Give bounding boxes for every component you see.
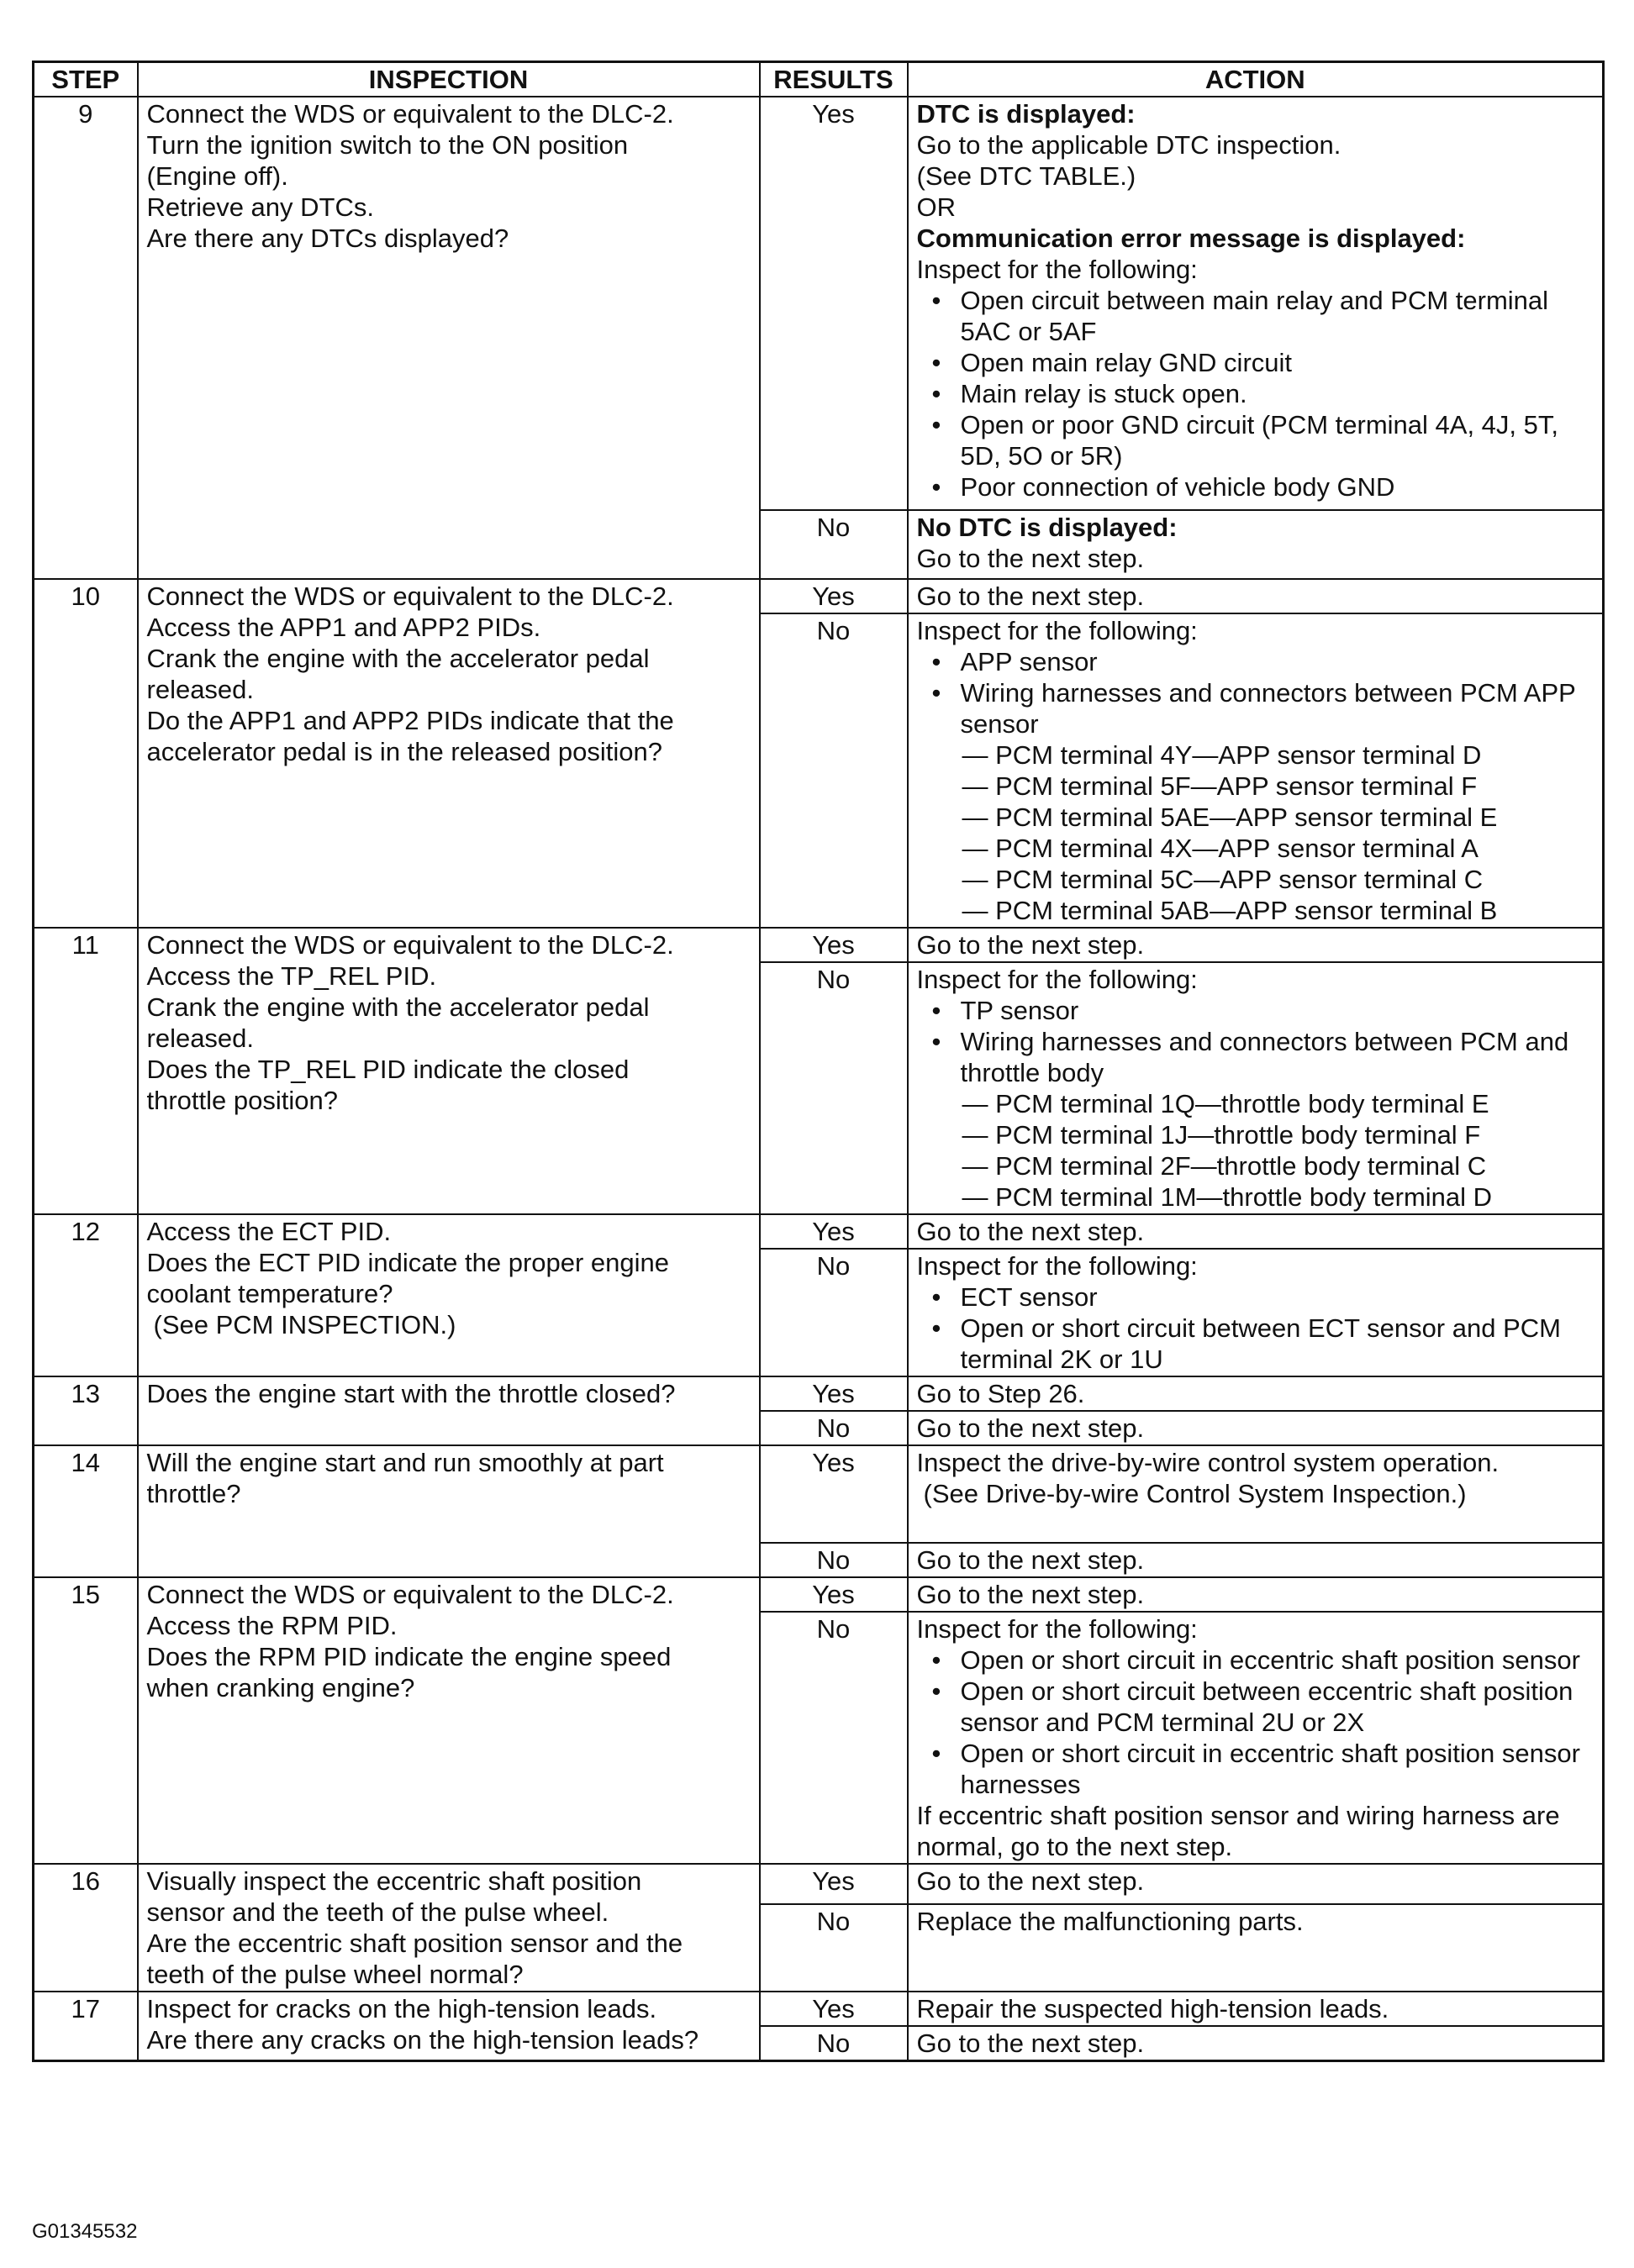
step-number: 16 <box>34 1864 138 1992</box>
inspection-line: Are the eccentric shaft position sensor and the <box>146 1929 683 1958</box>
action-cell <box>908 1249 1604 1376</box>
bullet-item: • APP sensor <box>961 646 1594 677</box>
action-cell: Go to the next step. <box>908 1214 1604 1249</box>
step-number: 17 <box>34 1992 138 2061</box>
action-line: Go to the applicable DTC inspection. <box>916 130 1341 160</box>
action-cell: Go to the next step. <box>908 1543 1604 1577</box>
inspection-line: accelerator pedal is in the released position? <box>146 737 662 766</box>
step-number: 9 <box>34 97 138 579</box>
bullet-list <box>917 1281 1594 1375</box>
inspection-cell <box>138 928 760 1214</box>
result-no: No <box>760 1411 908 1445</box>
inspection-line: Are there any DTCs displayed? <box>146 224 509 253</box>
bullet-item: • Open or short circuit between ECT sensor and PCM terminal 2K or 1U <box>961 1313 1594 1375</box>
result-yes: Yes <box>760 928 908 962</box>
action-line: Inspect for the following: <box>916 255 1198 284</box>
inspection-line: Crank the engine with the accelerator pedal <box>146 644 650 673</box>
inspection-line: (See PCM INSPECTION.) <box>153 1310 456 1339</box>
bullet-item: • Open or short circuit between eccentric shaft position sensor and PCM terminal 2U or 2X <box>961 1676 1594 1738</box>
bullet-item: • ECT sensor <box>961 1281 1594 1313</box>
inspection-line: Are there any cracks on the high-tension leads? <box>146 2025 699 2055</box>
result-yes: Yes <box>760 97 908 510</box>
inspection-line: Connect the WDS or equivalent to the DLC-2. <box>146 1580 674 1609</box>
result-no: No <box>760 962 908 1214</box>
inspection-line: sensor and the teeth of the pulse wheel. <box>146 1897 609 1927</box>
result-yes: Yes <box>760 1214 908 1249</box>
inspection-line: released. <box>146 1023 255 1053</box>
inspection-line: Do the APP1 and APP2 PIDs indicate that the <box>146 706 674 735</box>
action-cell: Go to the next step. <box>908 1411 1604 1445</box>
diagnostic-table <box>32 61 1605 2062</box>
action-cell: Repair the suspected high-tension leads. <box>908 1992 1604 2026</box>
table-row <box>34 928 1604 962</box>
table-row <box>34 579 1604 613</box>
table-row <box>34 1376 1604 1411</box>
action-line: Inspect for the following: <box>916 616 1198 645</box>
inspection-line: Access the ECT PID. <box>146 1217 392 1246</box>
table-row <box>34 1577 1604 1612</box>
action-cell <box>908 510 1604 579</box>
inspection-line: released. <box>146 675 255 704</box>
inspection-cell <box>138 1577 760 1864</box>
action-line: (See Drive-by-wire Control System Inspection.) <box>923 1479 1467 1508</box>
header-step: STEP <box>34 62 138 97</box>
action-line: Inspect for the following: <box>916 965 1198 994</box>
inspection-cell <box>138 579 760 928</box>
result-no: No <box>760 1543 908 1577</box>
action-line: (See DTC TABLE.) <box>916 161 1136 191</box>
inspection-cell <box>138 1992 760 2061</box>
inspection-line: Retrieve any DTCs. <box>146 192 374 222</box>
inspection-line: coolant temperature? <box>146 1279 393 1308</box>
action-line: Inspect for the following: <box>916 1251 1198 1281</box>
inspection-line: (Engine off). <box>146 161 288 191</box>
bullet-item: • Wiring harnesses and connectors between PCM and throttle body <box>961 1026 1594 1088</box>
action-heading: DTC is displayed: <box>916 99 1136 129</box>
inspection-line: teeth of the pulse wheel normal? <box>146 1960 524 1989</box>
table-row <box>34 1214 1604 1249</box>
bullet-item: • Open or short circuit in eccentric shaft position sensor harnesses <box>961 1738 1594 1800</box>
terminal-line: — PCM terminal 1J—throttle body terminal F <box>962 1120 1481 1150</box>
inspection-line: Crank the engine with the accelerator pedal <box>146 992 650 1022</box>
result-yes: Yes <box>760 1445 908 1543</box>
terminal-line: — PCM terminal 5C—APP sensor terminal C <box>962 865 1484 894</box>
header-results: RESULTS <box>760 62 908 97</box>
inspection-cell <box>138 1376 760 1445</box>
bullet-item: • Open circuit between main relay and PCM terminal 5AC or 5AF <box>961 285 1594 347</box>
action-cell: Go to the next step. <box>908 579 1604 613</box>
terminal-line: — PCM terminal 4X—APP sensor terminal A <box>962 834 1479 863</box>
result-no: No <box>760 613 908 928</box>
result-yes: Yes <box>760 1376 908 1411</box>
result-yes: Yes <box>760 579 908 613</box>
table-row <box>34 97 1604 510</box>
bullet-item: • TP sensor <box>961 995 1594 1026</box>
action-line: OR <box>916 192 956 222</box>
result-yes: Yes <box>760 1992 908 2026</box>
bullet-item: • Wiring harnesses and connectors between PCM APP sensor <box>961 677 1594 739</box>
action-cell: Go to Step 26. <box>908 1376 1604 1411</box>
step-number: 14 <box>34 1445 138 1577</box>
action-cell <box>908 613 1604 928</box>
result-no: No <box>760 1612 908 1864</box>
action-cell: Go to the next step. <box>908 1864 1604 1904</box>
inspection-cell <box>138 1214 760 1376</box>
bullet-list <box>917 995 1594 1088</box>
action-heading: No DTC is displayed: <box>916 513 1178 542</box>
step-number: 12 <box>34 1214 138 1376</box>
table-row <box>34 1864 1604 1904</box>
action-cell <box>908 962 1604 1214</box>
bullet-item: • Poor connection of vehicle body GND <box>961 471 1594 503</box>
inspection-cell <box>138 1864 760 1992</box>
inspection-line: Does the TP_REL PID indicate the closed <box>146 1055 630 1084</box>
terminal-line: — PCM terminal 1M—throttle body terminal D <box>962 1182 1493 1212</box>
inspection-cell <box>138 97 760 579</box>
inspection-line: Turn the ignition switch to the ON position <box>146 130 629 160</box>
inspection-line: Connect the WDS or equivalent to the DLC-2. <box>146 930 674 960</box>
figure-id: G01345532 <box>32 2220 138 2243</box>
bullet-item: • Open or poor GND circuit (PCM terminal 4A, 4J, 5T, 5D, 5O or 5R) <box>961 409 1594 471</box>
terminal-line: — PCM terminal 5AB—APP sensor terminal B <box>962 896 1498 925</box>
action-cell: Go to the next step. <box>908 928 1604 962</box>
bullet-item: • Open main relay GND circuit <box>961 347 1594 378</box>
result-no: No <box>760 1904 908 1992</box>
bullet-list <box>917 1644 1594 1800</box>
inspection-cell <box>138 1445 760 1577</box>
terminal-line: — PCM terminal 4Y—APP sensor terminal D <box>962 740 1482 770</box>
action-cell: Replace the malfunctioning parts. <box>908 1904 1604 1992</box>
inspection-line: Access the TP_REL PID. <box>146 961 437 991</box>
bullet-item: • Open or short circuit in eccentric shaft position sensor <box>961 1644 1594 1676</box>
inspection-line: when cranking engine? <box>146 1673 415 1702</box>
bullet-list <box>917 285 1594 503</box>
result-yes: Yes <box>760 1577 908 1612</box>
inspection-line: Does the ECT PID indicate the proper engine <box>146 1248 670 1277</box>
terminal-line: — PCM terminal 5AE—APP sensor terminal E <box>962 802 1498 832</box>
terminal-line: — PCM terminal 1Q—throttle body terminal E <box>962 1089 1489 1118</box>
table-row <box>34 1445 1604 1543</box>
action-line: If eccentric shaft position sensor and wiring harness are normal, go to the next step. <box>916 1801 1560 1861</box>
inspection-line: throttle? <box>146 1479 241 1508</box>
action-cell <box>908 1445 1604 1543</box>
terminal-line: — PCM terminal 5F—APP sensor terminal F <box>962 771 1478 801</box>
inspection-line: throttle position? <box>146 1086 338 1115</box>
action-cell: Go to the next step. <box>908 1577 1604 1612</box>
inspection-line: Connect the WDS or equivalent to the DLC-2. <box>146 99 674 129</box>
result-yes: Yes <box>760 1864 908 1904</box>
inspection-line: Does the RPM PID indicate the engine speed <box>146 1642 672 1671</box>
step-number: 13 <box>34 1376 138 1445</box>
action-cell: Go to the next step. <box>908 2026 1604 2061</box>
inspection-line: Visually inspect the eccentric shaft position <box>146 1866 642 1896</box>
table-header-row <box>34 62 1604 97</box>
inspection-line: Does the engine start with the throttle closed? <box>146 1379 676 1408</box>
inspection-line: Inspect for cracks on the high-tension leads. <box>146 1994 657 2023</box>
result-no: No <box>760 2026 908 2061</box>
inspection-line: Connect the WDS or equivalent to the DLC-2. <box>146 581 674 611</box>
result-no: No <box>760 1249 908 1376</box>
action-line: Inspect for the following: <box>916 1614 1198 1644</box>
step-number: 15 <box>34 1577 138 1864</box>
action-line: Go to the next step. <box>916 544 1145 573</box>
terminal-line: — PCM terminal 2F—throttle body terminal C <box>962 1151 1487 1181</box>
action-line: Inspect the drive-by-wire control system operation. <box>916 1448 1500 1477</box>
action-cell <box>908 1612 1604 1864</box>
inspection-line: Access the RPM PID. <box>146 1611 398 1640</box>
bullet-list <box>917 646 1594 739</box>
inspection-line: Will the engine start and run smoothly at part <box>146 1448 664 1477</box>
action-heading: Communication error message is displayed: <box>916 224 1466 253</box>
table-row <box>34 1992 1604 2026</box>
header-inspection: INSPECTION <box>138 62 760 97</box>
bullet-item: • Main relay is stuck open. <box>961 378 1594 409</box>
inspection-line: Access the APP1 and APP2 PIDs. <box>146 613 541 642</box>
step-number: 11 <box>34 928 138 1214</box>
step-number: 10 <box>34 579 138 928</box>
header-action: ACTION <box>908 62 1604 97</box>
action-cell <box>908 97 1604 510</box>
result-no: No <box>760 510 908 579</box>
